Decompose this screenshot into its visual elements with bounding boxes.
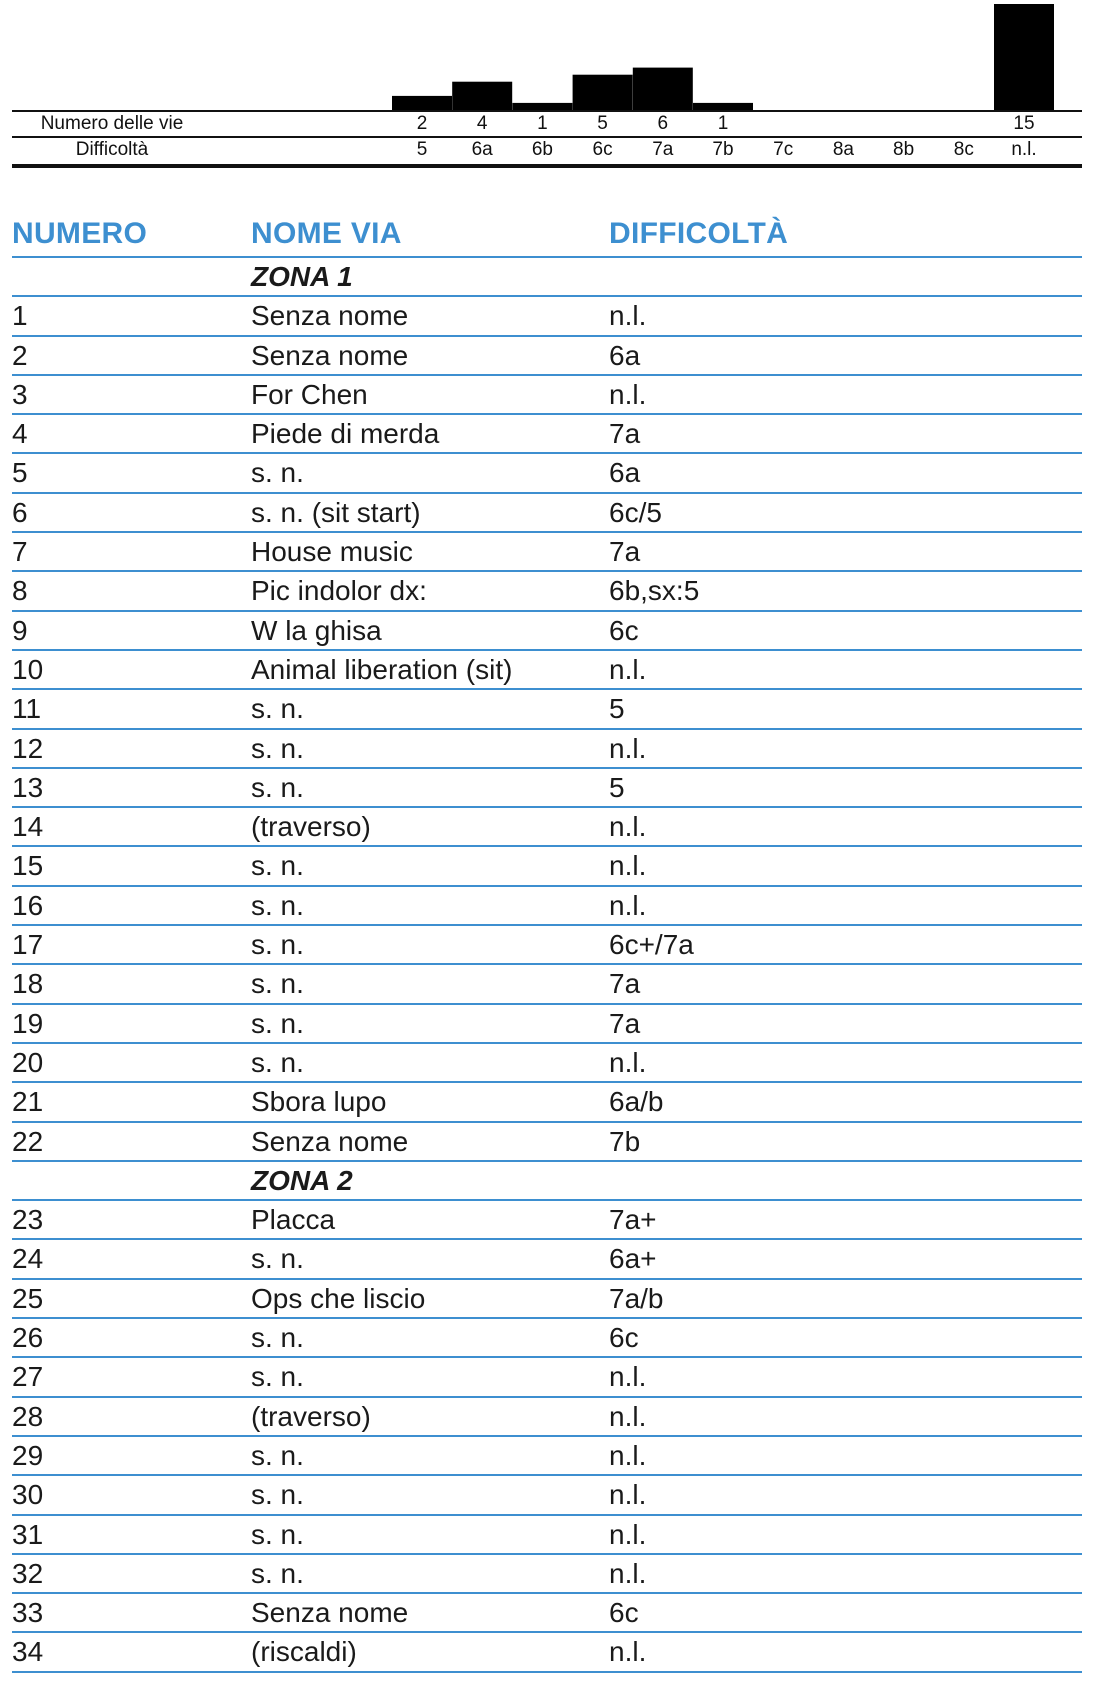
route-grade: n.l.	[609, 1439, 647, 1471]
table-row	[12, 297, 1082, 336]
table-row	[12, 1123, 1082, 1162]
route-number: 23	[12, 1204, 44, 1236]
grade-cell: 8c	[953, 139, 974, 160]
zone-title: ZONA 2	[251, 1164, 353, 1196]
route-number: 1	[12, 300, 28, 332]
route-grade: 7a	[609, 536, 641, 568]
route-grade: 7a+	[609, 1204, 657, 1236]
routes-table	[12, 212, 1082, 1673]
route-grade: 7a	[609, 968, 641, 1000]
table-row	[12, 612, 1082, 651]
route-name: Senza nome	[251, 300, 409, 332]
route-number: 15	[12, 850, 44, 882]
route-name: House music	[251, 536, 413, 568]
histogram-bar	[452, 82, 512, 110]
table-row	[12, 926, 1082, 965]
route-name: (traverso)	[251, 811, 371, 843]
route-number: 8	[12, 575, 28, 607]
route-number: 9	[12, 614, 28, 646]
histogram-bottom-rule	[12, 164, 1082, 168]
route-name: s. n.	[251, 1439, 304, 1471]
zone-title: ZONA 1	[251, 261, 353, 292]
route-grade: n.l.	[609, 1636, 647, 1668]
route-grade: n.l.	[609, 850, 647, 882]
table-row	[12, 1476, 1082, 1515]
table-row	[12, 1083, 1082, 1122]
table-row	[12, 1319, 1082, 1358]
count-cell: 5	[597, 113, 608, 134]
route-number: 7	[12, 536, 28, 568]
route-grade: 7b	[609, 1125, 641, 1157]
route-number: 19	[12, 1007, 44, 1039]
table-row	[12, 651, 1082, 690]
histogram-bar	[573, 75, 633, 110]
route-grade: n.l.	[609, 1400, 647, 1432]
route-number: 24	[12, 1243, 44, 1275]
route-name: s. n.	[251, 850, 304, 882]
table-row	[12, 533, 1082, 572]
route-grade: n.l.	[609, 1518, 647, 1550]
histogram-bar	[392, 96, 452, 110]
histogram-bar	[693, 103, 753, 110]
route-grade: n.l.	[609, 378, 647, 410]
table-row	[12, 376, 1082, 415]
route-grade: 6c	[609, 1322, 639, 1354]
route-number: 34	[12, 1636, 44, 1668]
route-number: 21	[12, 1086, 44, 1118]
route-name: For Chen	[251, 378, 368, 410]
route-number: 31	[12, 1518, 44, 1550]
route-number: 27	[12, 1361, 44, 1393]
zone-row	[12, 258, 1082, 297]
route-grade: n.l.	[609, 1361, 647, 1393]
grade-histogram	[12, 0, 1082, 170]
table-row	[12, 1005, 1082, 1044]
route-grade: n.l.	[609, 1479, 647, 1511]
route-name: s. n.	[251, 1518, 304, 1550]
route-number: 2	[12, 339, 28, 371]
table-row	[12, 1358, 1082, 1397]
zone-row	[12, 1162, 1082, 1201]
route-number: 10	[12, 653, 44, 685]
route-name: s. n.	[251, 929, 304, 961]
route-name: s. n.	[251, 1361, 304, 1393]
grade-cell: 5	[416, 139, 428, 160]
route-name: s. n.	[251, 771, 304, 803]
route-name: (riscaldi)	[251, 1636, 357, 1668]
table-row	[12, 454, 1082, 493]
route-number: 29	[12, 1439, 44, 1471]
route-grade: 6c+/7a	[609, 929, 694, 961]
route-grade: 7a	[609, 418, 641, 450]
route-grade: 6b,sx:5	[609, 575, 700, 607]
route-name: Senza nome	[251, 1125, 409, 1157]
route-number: 33	[12, 1597, 44, 1629]
table-row	[12, 1044, 1082, 1083]
route-number: 6	[12, 496, 28, 528]
route-number: 32	[12, 1557, 44, 1589]
route-grade: 5	[609, 771, 625, 803]
grade-cell: 6c	[592, 139, 613, 160]
route-grade: 6c/5	[609, 496, 662, 528]
count-row	[12, 112, 1082, 136]
route-number: 11	[12, 693, 42, 725]
route-grade: 6c	[609, 614, 639, 646]
route-name: Animal liberation (sit)	[251, 653, 513, 685]
route-number: 12	[12, 732, 44, 764]
table-row	[12, 572, 1082, 611]
count-cell: 1	[717, 113, 729, 134]
grade-cell: 7c	[773, 139, 794, 160]
table-row	[12, 1516, 1082, 1555]
route-number: 28	[12, 1400, 44, 1432]
route-number: 14	[12, 811, 44, 843]
route-name: s. n.	[251, 693, 304, 725]
table-row	[12, 887, 1082, 926]
table-row	[12, 415, 1082, 454]
table-row	[12, 1201, 1082, 1240]
route-name: s. n.	[251, 1007, 304, 1039]
route-name: s. n.	[251, 1322, 304, 1354]
grade-cell: 6b	[531, 139, 553, 160]
grade-cell: 8a	[832, 139, 854, 160]
route-name: s. n. (sit start)	[251, 496, 421, 528]
table-row	[12, 1437, 1082, 1476]
route-number: 13	[12, 771, 44, 803]
grade-row	[12, 138, 1082, 162]
histogram-bar	[633, 68, 693, 110]
table-row	[12, 1398, 1082, 1437]
table-row	[12, 808, 1082, 847]
histogram-bar	[994, 4, 1054, 110]
table-row	[12, 337, 1082, 376]
route-grade: n.l.	[609, 732, 647, 764]
route-grade: n.l.	[609, 889, 647, 921]
table-row	[12, 847, 1082, 886]
route-grade: n.l.	[609, 811, 647, 843]
route-grade: 6a	[609, 457, 641, 489]
grade-cell: 8b	[893, 139, 915, 160]
route-number: 4	[12, 418, 28, 450]
route-grade: 6a/b	[609, 1086, 664, 1118]
route-name: Placca	[251, 1204, 336, 1236]
grade-row-label: Difficoltà	[75, 139, 149, 160]
route-name: Senza nome	[251, 339, 409, 371]
table-row	[12, 1633, 1082, 1672]
route-grade: 6a+	[609, 1243, 657, 1275]
route-name: s. n.	[251, 1479, 304, 1511]
route-number: 3	[12, 378, 28, 410]
count-cell: 1	[537, 113, 548, 134]
table-row	[12, 965, 1082, 1004]
histogram-bar	[512, 103, 572, 110]
route-name: s. n.	[251, 457, 304, 489]
route-name: (traverso)	[251, 1400, 371, 1432]
route-grade: n.l.	[609, 1046, 647, 1078]
table-row	[12, 494, 1082, 533]
route-name: s. n.	[251, 1046, 304, 1078]
route-number: 25	[12, 1282, 44, 1314]
route-grade: n.l.	[609, 653, 647, 685]
table-row	[12, 1240, 1082, 1279]
route-grade: n.l.	[609, 1557, 647, 1589]
grade-cell: n.l.	[1011, 139, 1037, 160]
table-row	[12, 1594, 1082, 1633]
route-number: 20	[12, 1046, 44, 1078]
route-name: Piede di merda	[251, 418, 440, 450]
grade-cell: 7b	[712, 139, 734, 160]
count-cell: 6	[657, 113, 669, 134]
route-grade: 6c	[609, 1597, 639, 1629]
route-number: 5	[12, 457, 28, 489]
count-row-label: Numero delle vie	[40, 113, 184, 134]
route-number: 16	[12, 889, 44, 921]
histogram-bars	[12, 0, 1082, 112]
route-name: Pic indolor dx:	[251, 575, 427, 607]
count-cell: 15	[1013, 113, 1035, 134]
table-row	[12, 690, 1082, 729]
route-grade: 7a/b	[609, 1282, 664, 1314]
header-name: NOME VIA	[251, 217, 402, 250]
route-name: s. n.	[251, 889, 304, 921]
route-grade: 6a	[609, 339, 641, 371]
route-name: s. n.	[251, 1243, 304, 1275]
route-grade: 7a	[609, 1007, 641, 1039]
table-row	[12, 1555, 1082, 1594]
route-number: 22	[12, 1125, 44, 1157]
route-name: Ops che liscio	[251, 1282, 426, 1314]
route-grade: n.l.	[609, 300, 647, 332]
table-body	[12, 258, 1082, 1673]
route-name: Senza nome	[251, 1597, 409, 1629]
header-grade: DIFFICOLTÀ	[609, 217, 789, 250]
route-name: W la ghisa	[251, 614, 382, 646]
count-cell: 2	[416, 113, 428, 134]
grade-cell: 7a	[652, 139, 674, 160]
route-name: Sbora lupo	[251, 1086, 387, 1118]
route-name: s. n.	[251, 1557, 304, 1589]
route-name: s. n.	[251, 732, 304, 764]
route-grade: 5	[609, 693, 625, 725]
route-number: 18	[12, 968, 44, 1000]
route-number: 30	[12, 1479, 44, 1511]
table-row	[12, 730, 1082, 769]
route-number: 17	[12, 929, 44, 961]
route-name: s. n.	[251, 968, 304, 1000]
table-row	[12, 1280, 1082, 1319]
table-header	[12, 212, 1082, 258]
table-row	[12, 769, 1082, 808]
count-cell: 4	[476, 113, 488, 134]
grade-cell: 6a	[471, 139, 493, 160]
header-number: NUMERO	[12, 217, 148, 250]
route-number: 26	[12, 1322, 44, 1354]
